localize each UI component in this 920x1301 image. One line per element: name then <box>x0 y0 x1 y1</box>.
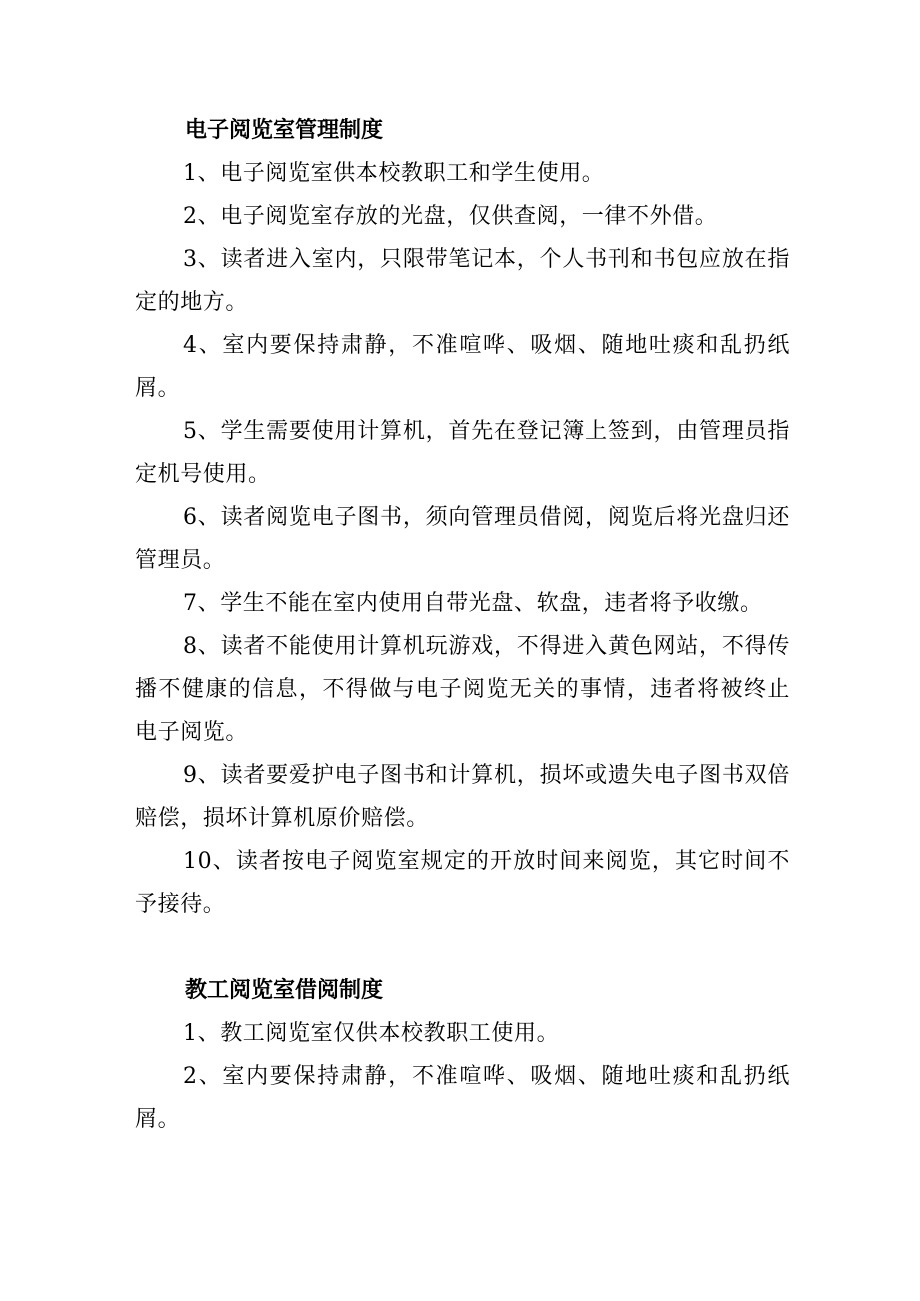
rule-item: 4、室内要保持肃静，不准喧哗、吸烟、随地吐痰和乱扔纸屑。 <box>135 333 790 401</box>
rule-item: 1、电子阅览室供本校教职工和学生使用。 <box>183 161 605 186</box>
section-title: 电子阅览室管理制度 <box>185 118 384 143</box>
rule-item: 8、读者不能使用计算机玩游戏，不得进入黄色网站，不得传播不健康的信息，不得做与电子阅览无关的事情，违者将被终止电子阅览。 <box>135 634 790 745</box>
rule-item: 9、读者要爱护电子图书和计算机，损坏或遗失电子图书双倍赔偿，损坏计算机原价赔偿。 <box>135 763 790 831</box>
rule-item: 10、读者按电子阅览室规定的开放时间来阅览，其它时间不予接待。 <box>135 849 790 917</box>
section-spacer <box>135 926 790 970</box>
document-page <box>135 110 790 1141</box>
rule-item: 1、教工阅览室仅供本校教职工使用。 <box>183 1021 560 1046</box>
rule-item: 5、学生需要使用计算机，首先在登记簿上签到，由管理员指定机号使用。 <box>135 419 790 487</box>
section-staff-reading-room <box>135 970 790 1141</box>
section-title: 教工阅览室借阅制度 <box>185 978 384 1003</box>
rule-item: 3、读者进入室内，只限带笔记本，个人书刊和书包应放在指定的地方。 <box>135 247 790 315</box>
rule-item: 6、读者阅览电子图书，须向管理员借阅，阅览后将光盘归还管理员。 <box>135 505 790 573</box>
rule-item: 7、学生不能在室内使用自带光盘、软盘，违者将予收缴。 <box>183 591 763 616</box>
rule-item: 2、电子阅览室存放的光盘，仅供查阅，一律不外借。 <box>183 204 718 229</box>
section-e-reading-room <box>135 110 790 926</box>
rule-item: 2、室内要保持肃静，不准喧哗、吸烟、随地吐痰和乱扔纸屑。 <box>135 1064 790 1132</box>
